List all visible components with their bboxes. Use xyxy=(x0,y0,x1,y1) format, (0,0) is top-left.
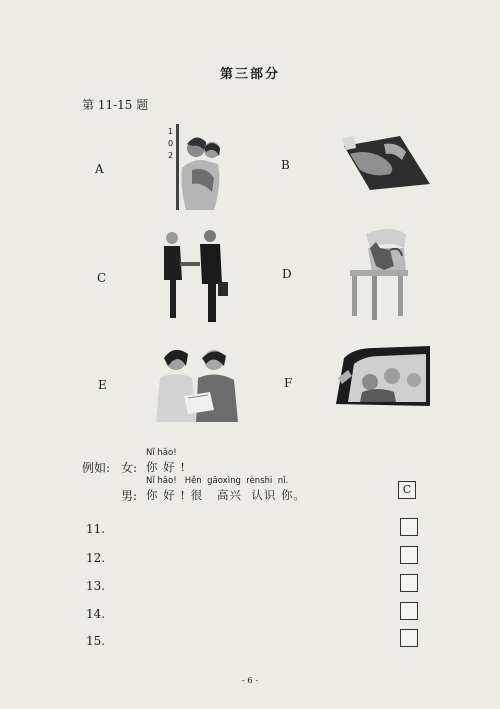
question-number-11: 11. xyxy=(86,522,106,536)
answer-box-11[interactable] xyxy=(400,518,418,536)
question-range: 第 11-15 题 xyxy=(82,98,149,112)
answer-box-13[interactable] xyxy=(400,574,418,592)
door-number-1: 1 xyxy=(168,127,174,136)
photo-d-cat-on-chair xyxy=(346,226,412,322)
example-prefix: 例如: xyxy=(82,461,111,475)
example-answer-box: C xyxy=(398,481,416,499)
page-number: - 6 - xyxy=(241,676,259,686)
door-number-0: 0 xyxy=(168,139,174,148)
example-woman-pinyin: Nǐ hǎo! xyxy=(146,448,177,458)
answer-box-12[interactable] xyxy=(400,546,418,564)
question-number-14: 14. xyxy=(86,607,106,621)
example-woman-text: 你 好 ! xyxy=(146,460,186,474)
question-number-13: 13. xyxy=(86,579,106,593)
photo-a-friends-hugging xyxy=(162,122,228,212)
option-letter-c: C xyxy=(97,271,107,285)
photo-e-women-reading xyxy=(154,346,240,422)
question-number-12: 12. xyxy=(86,551,106,565)
option-letter-f: F xyxy=(284,376,293,390)
photo-b-hand-with-card xyxy=(340,134,432,192)
option-letter-e: E xyxy=(98,378,107,392)
example-speaker-woman: 女: xyxy=(121,461,138,475)
option-letter-d: D xyxy=(282,267,292,281)
example-speaker-man: 男: xyxy=(121,489,138,503)
answer-box-15[interactable] xyxy=(400,629,418,647)
option-letter-a: A xyxy=(95,162,104,176)
photo-c-business-handshake xyxy=(158,228,232,324)
question-number-15: 15. xyxy=(86,634,106,648)
option-letter-b: B xyxy=(281,158,290,172)
answer-box-14[interactable] xyxy=(400,602,418,620)
example-man-text: 你 好 ! 很 高兴 认识 你。 xyxy=(146,488,307,502)
photo-f-car-waving xyxy=(334,346,430,406)
example-man-pinyin: Nǐ hǎo! Hěn gāoxìng rènshi nǐ. xyxy=(146,476,289,486)
door-number-2: 2 xyxy=(168,151,174,160)
section-title: 第三部分 xyxy=(219,67,280,82)
